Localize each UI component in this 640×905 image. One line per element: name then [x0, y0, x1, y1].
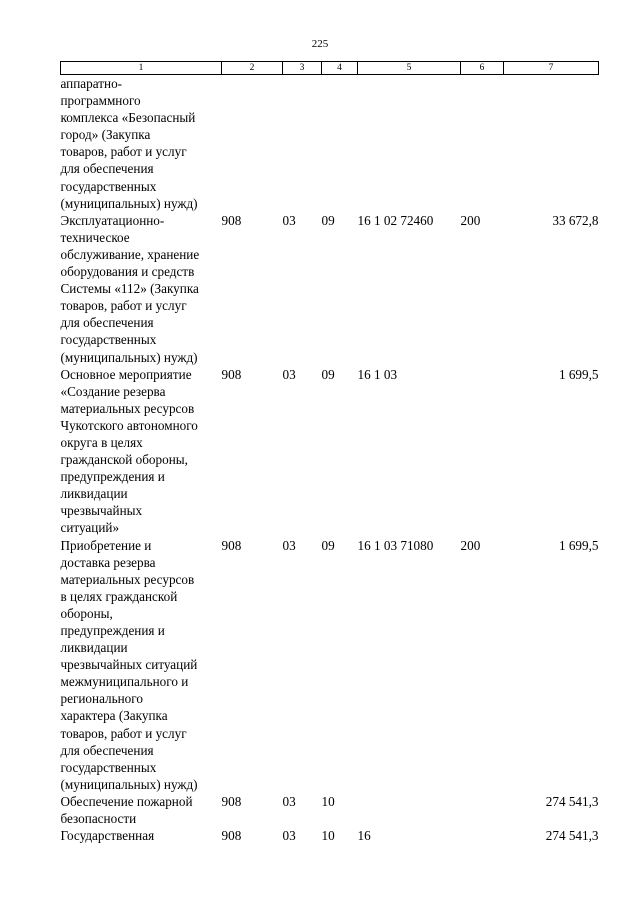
description-line: материальных ресурсов [60, 400, 195, 416]
admin-code: 908 [221, 366, 242, 382]
description-line: товаров, работ и услуг [60, 725, 187, 741]
description-line: регионального [60, 691, 143, 707]
header-col-1: 1 [61, 62, 222, 75]
description-line: Основное мероприятие [60, 366, 192, 382]
budget-table [60, 61, 599, 844]
description-line: ликвидации [60, 486, 128, 502]
target-article-code: 16 1 02 72460 [357, 212, 434, 228]
description-line: Эксплуатационно- [60, 212, 165, 228]
section-code [283, 75, 322, 212]
header-row [61, 62, 599, 75]
section-code: 03 [282, 212, 296, 228]
amount: 274 541,3 [545, 793, 599, 809]
page-number: 225 [311, 38, 329, 50]
description-line: (муниципальных) нужд) [60, 349, 198, 365]
expense-type-code [461, 793, 504, 827]
description-line: предупреждения и [60, 623, 165, 638]
description-line: государственных [60, 178, 157, 194]
description-line: государственных [60, 332, 157, 348]
admin-code: 908 [221, 537, 242, 553]
description-line: программного [60, 93, 141, 109]
description-line: характера (Закупка [60, 708, 168, 724]
target-article-code [358, 75, 461, 212]
description-line: комплекса «Безопасный [60, 110, 196, 126]
table-row [61, 366, 599, 537]
description-line: Приобретение и [60, 537, 152, 553]
admin-code: 908 [221, 828, 242, 844]
description-line: (муниципальных) нужд) [60, 195, 198, 211]
description-line: государственных [60, 759, 157, 775]
description-line: предупреждения и [60, 469, 165, 485]
subsection-code: 10 [321, 828, 335, 844]
header-col-4: 4 [322, 62, 358, 75]
row-description [61, 212, 222, 366]
target-article-code: 16 1 03 [357, 366, 398, 382]
amount: 1 699,5 [558, 537, 599, 553]
table-row [61, 212, 599, 366]
section-code: 03 [282, 793, 296, 809]
subsection-code: 09 [321, 537, 335, 553]
row-description [61, 793, 222, 827]
description-line: Чукотского автономного [60, 417, 198, 433]
description-line: гражданской обороны, [60, 452, 188, 468]
row-description [61, 537, 222, 793]
table-header [61, 62, 599, 75]
admin-code [222, 75, 283, 212]
expense-type-code [461, 366, 504, 537]
amount: 1 699,5 [558, 366, 599, 382]
amount: 274 541,3 [545, 828, 599, 844]
amount [504, 75, 599, 212]
description-line: для обеспечения [60, 742, 154, 758]
section-code: 03 [282, 537, 296, 553]
header-col-5: 5 [358, 62, 461, 75]
description-line: материальных ресурсов [60, 571, 195, 587]
table-row [61, 793, 599, 827]
description-line: ликвидации [60, 640, 128, 656]
subsection-code: 10 [321, 793, 335, 809]
row-description [61, 827, 222, 844]
description-line: Обеспечение пожарной [60, 793, 193, 809]
admin-code: 908 [221, 793, 242, 809]
target-article-code: 16 1 03 71080 [357, 537, 434, 553]
description-line: (муниципальных) нужд) [60, 776, 198, 792]
description-line: «Создание резерва [60, 383, 166, 399]
expense-type-code [461, 827, 504, 844]
target-article-code: 16 [357, 828, 371, 844]
row-description [61, 75, 222, 212]
table-row [61, 537, 599, 793]
target-article-code [358, 793, 461, 827]
description-line: аппаратно- [60, 76, 123, 91]
description-line: товаров, работ и услуг [60, 298, 187, 314]
description-line: доставка резерва [60, 554, 156, 570]
description-line: округа в целях [60, 434, 143, 450]
description-line: безопасности [60, 811, 137, 827]
expense-type-code [461, 75, 504, 212]
description-line: обслуживание, хранение [60, 246, 200, 262]
description-line: Системы «112» (Закупка [60, 281, 199, 297]
table-row [61, 75, 599, 212]
expense-type-code: 200 [460, 212, 481, 228]
table-body [61, 75, 599, 845]
description-line: оборудования и средств [60, 264, 195, 280]
description-line: межмуниципального и [60, 674, 189, 690]
description-line: город» (Закупка [60, 127, 151, 143]
header-col-6: 6 [461, 62, 504, 75]
header-col-2: 2 [222, 62, 283, 75]
section-code: 03 [282, 366, 296, 382]
expense-type-code: 200 [460, 537, 481, 553]
subsection-code: 09 [321, 212, 335, 228]
header-col-7: 7 [504, 62, 599, 75]
subsection-code: 09 [321, 366, 335, 382]
section-code: 03 [282, 828, 296, 844]
description-line: для обеспечения [60, 161, 154, 177]
description-line: для обеспечения [60, 315, 154, 331]
description-line: товаров, работ и услуг [60, 144, 187, 160]
table-row [61, 827, 599, 844]
description-line: техническое [60, 229, 130, 245]
subsection-code [322, 75, 358, 212]
description-line: обороны, [60, 605, 113, 621]
row-description [61, 366, 222, 537]
description-line: в целях гражданской [60, 588, 178, 604]
description-line: Государственная [60, 828, 155, 844]
amount: 33 672,8 [552, 212, 599, 228]
description-line: чрезвычайных [60, 503, 143, 519]
description-line: чрезвычайных ситуаций [60, 657, 198, 673]
header-col-3: 3 [283, 62, 322, 75]
admin-code: 908 [221, 212, 242, 228]
description-line: ситуаций» [60, 520, 120, 536]
